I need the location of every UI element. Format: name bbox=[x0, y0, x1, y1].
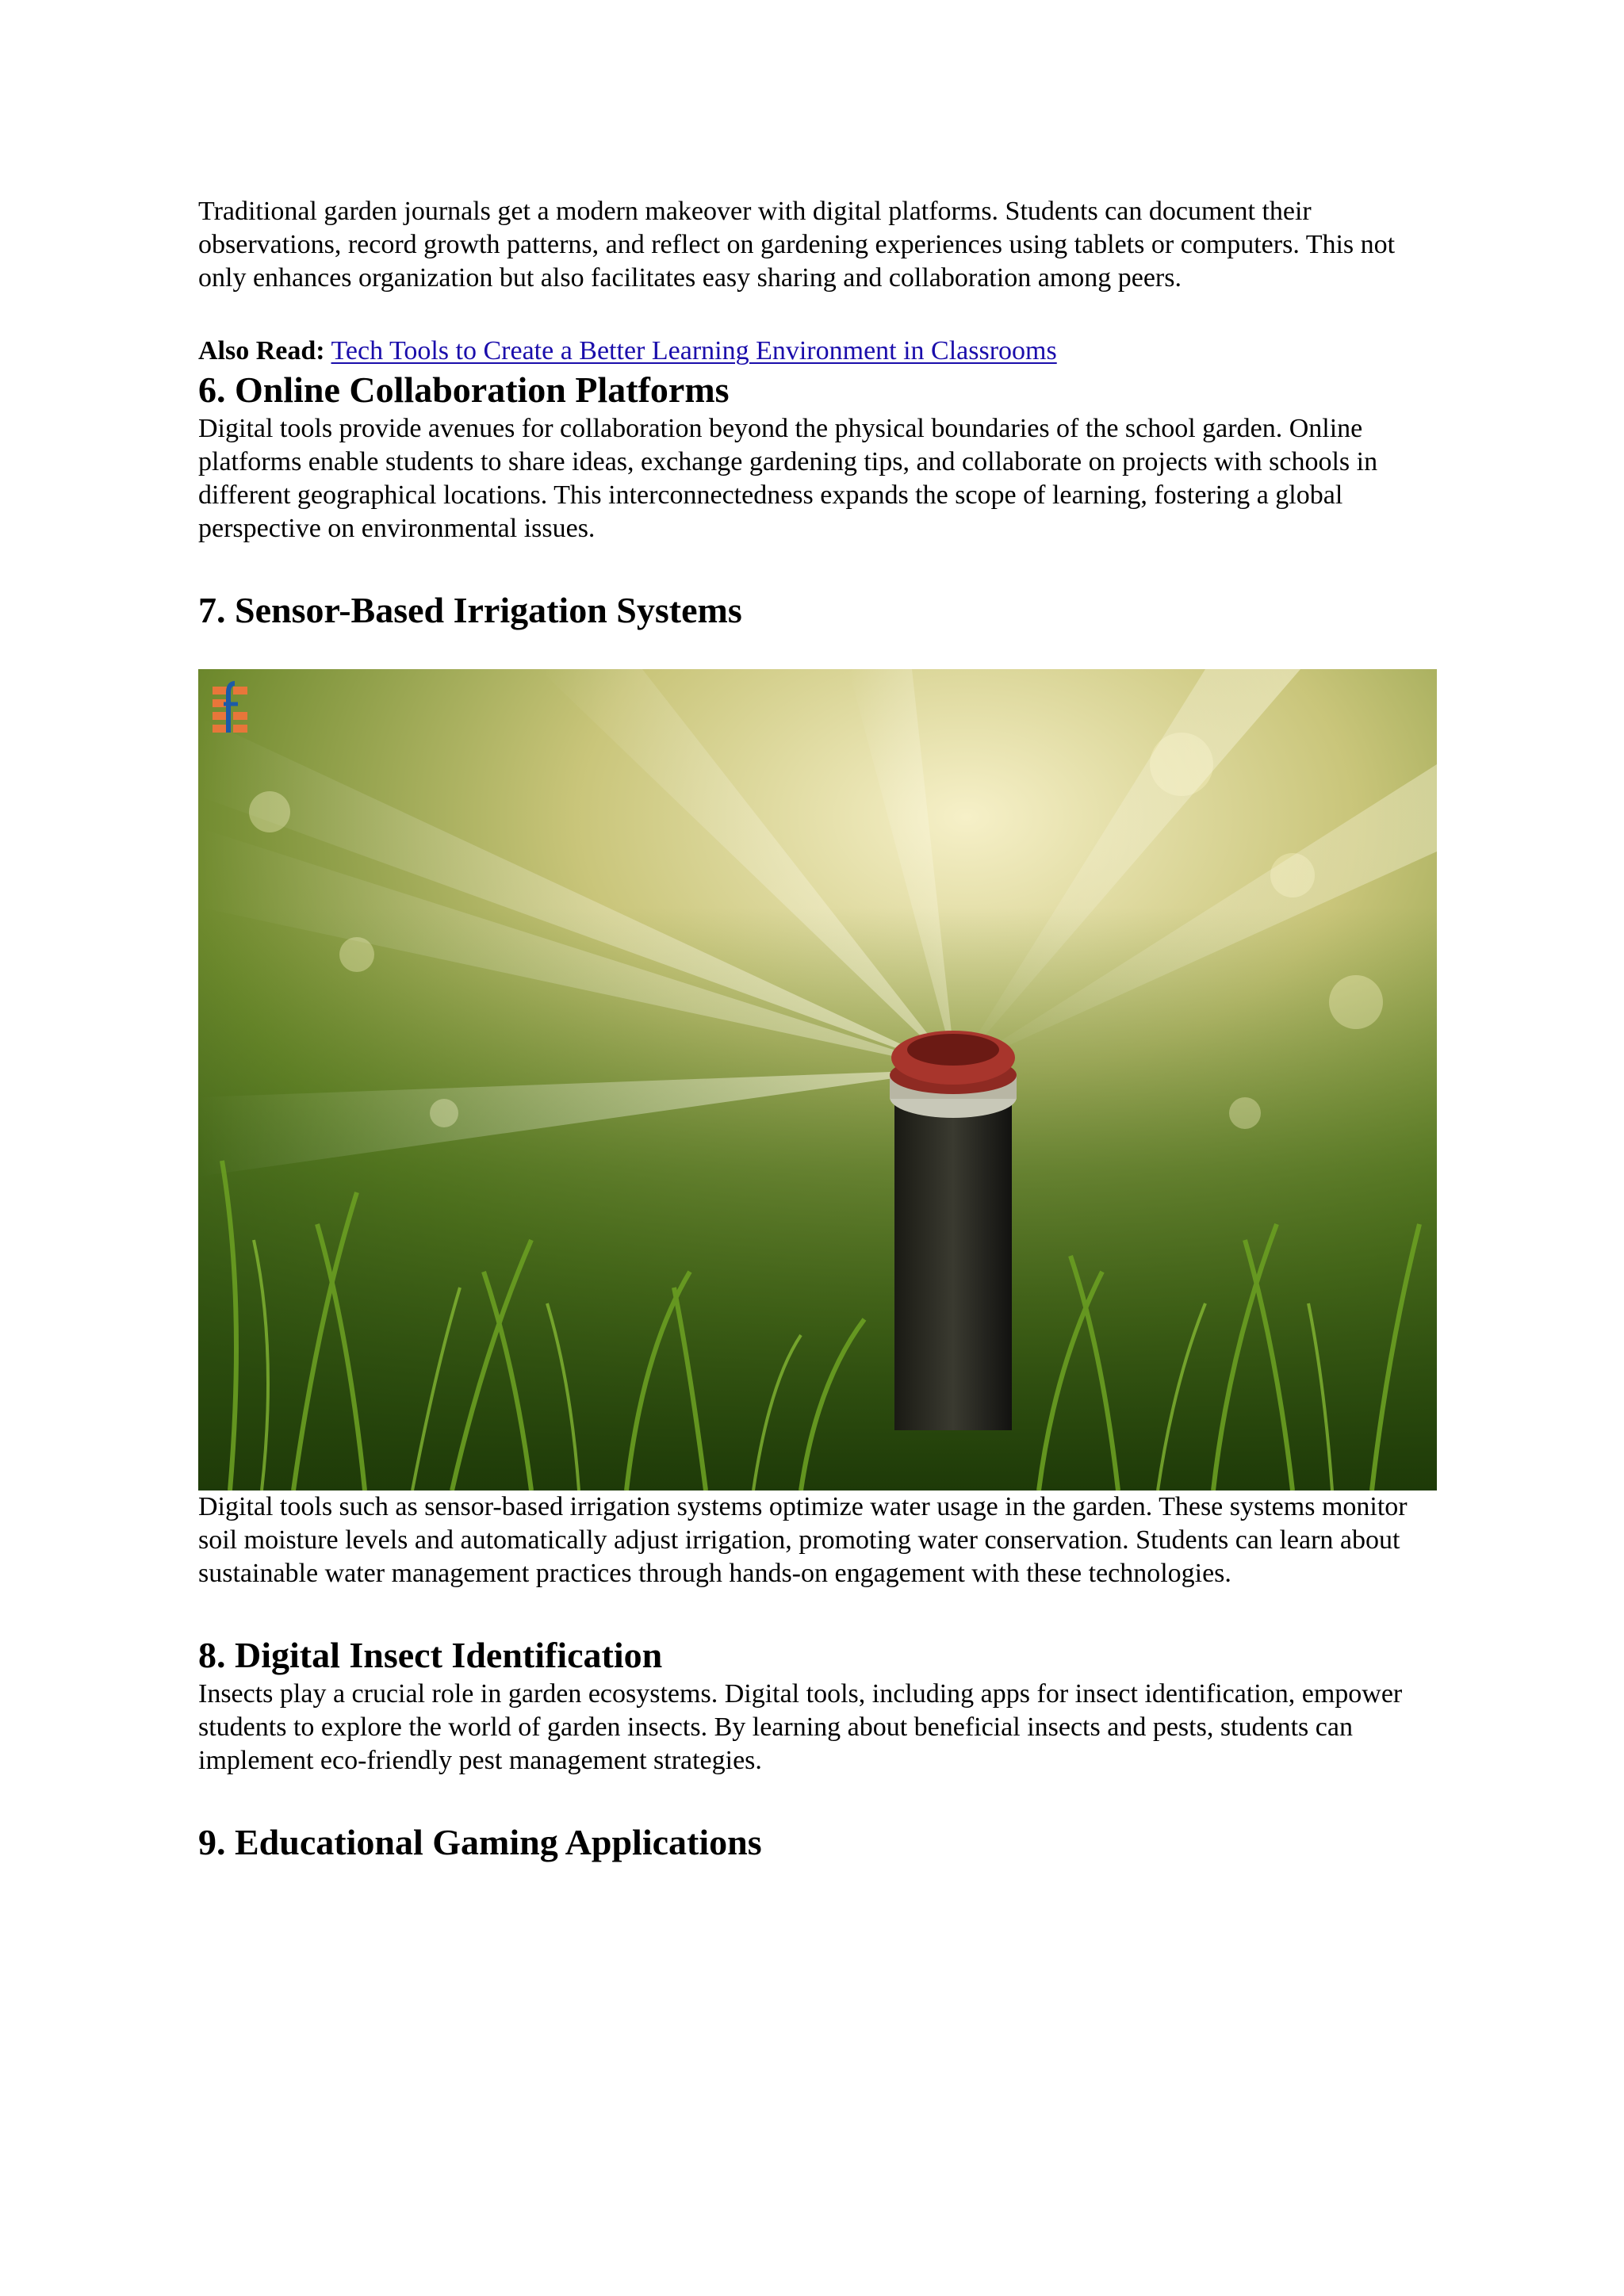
section-paragraph-8: Insects play a crucial role in garden ecosystems. Digital tools, including apps for insect identification, empower students to explore the world of garden insects. By learning about beneficial insects and pests, students can implement eco-friendly pest management strategies. bbox=[198, 1679, 1403, 1775]
sprinkler-photo bbox=[198, 669, 1437, 1490]
section-heading-7: 7. Sensor-Based Irrigation Systems bbox=[198, 590, 742, 630]
article-page bbox=[198, 195, 1437, 1865]
also-read-label: Also Read: bbox=[198, 336, 325, 365]
also-read-line bbox=[198, 335, 1437, 368]
site-logo-icon bbox=[213, 680, 249, 736]
intro-paragraph: Traditional garden journals get a modern makeover with digital platforms. Students can document their observations, record growth patterns, and reflect on gardening experiences using tablets or computers. This not only enhances organization but also facilitates easy sharing and collaboration among peers. bbox=[198, 197, 1396, 293]
section-heading-8: 8. Digital Insect Identification bbox=[198, 1635, 663, 1675]
section-paragraph-7: Digital tools such as sensor-based irrigation systems optimize water usage in the garden. These systems monitor soil moisture levels and automatically adjust irrigation, promoting water conservation. Students can learn about sustainable water management practices through hands-on engagement with these technologies. bbox=[198, 1492, 1408, 1588]
also-read-link[interactable]: Tech Tools to Create a Better Learning Environment in Classrooms bbox=[331, 336, 1057, 365]
section-paragraph-6: Digital tools provide avenues for collaboration beyond the physical boundaries of the school garden. Online platforms enable students to share ideas, exchange gardening tips, and collaborate on projects with schools in different geographical locations. This interconnectedness expands the scope of learning, fostering a global perspective on environmental issues. bbox=[198, 414, 1378, 543]
section-heading-6: 6. Online Collaboration Platforms bbox=[198, 369, 730, 410]
section-heading-9: 9. Educational Gaming Applications bbox=[198, 1822, 762, 1862]
